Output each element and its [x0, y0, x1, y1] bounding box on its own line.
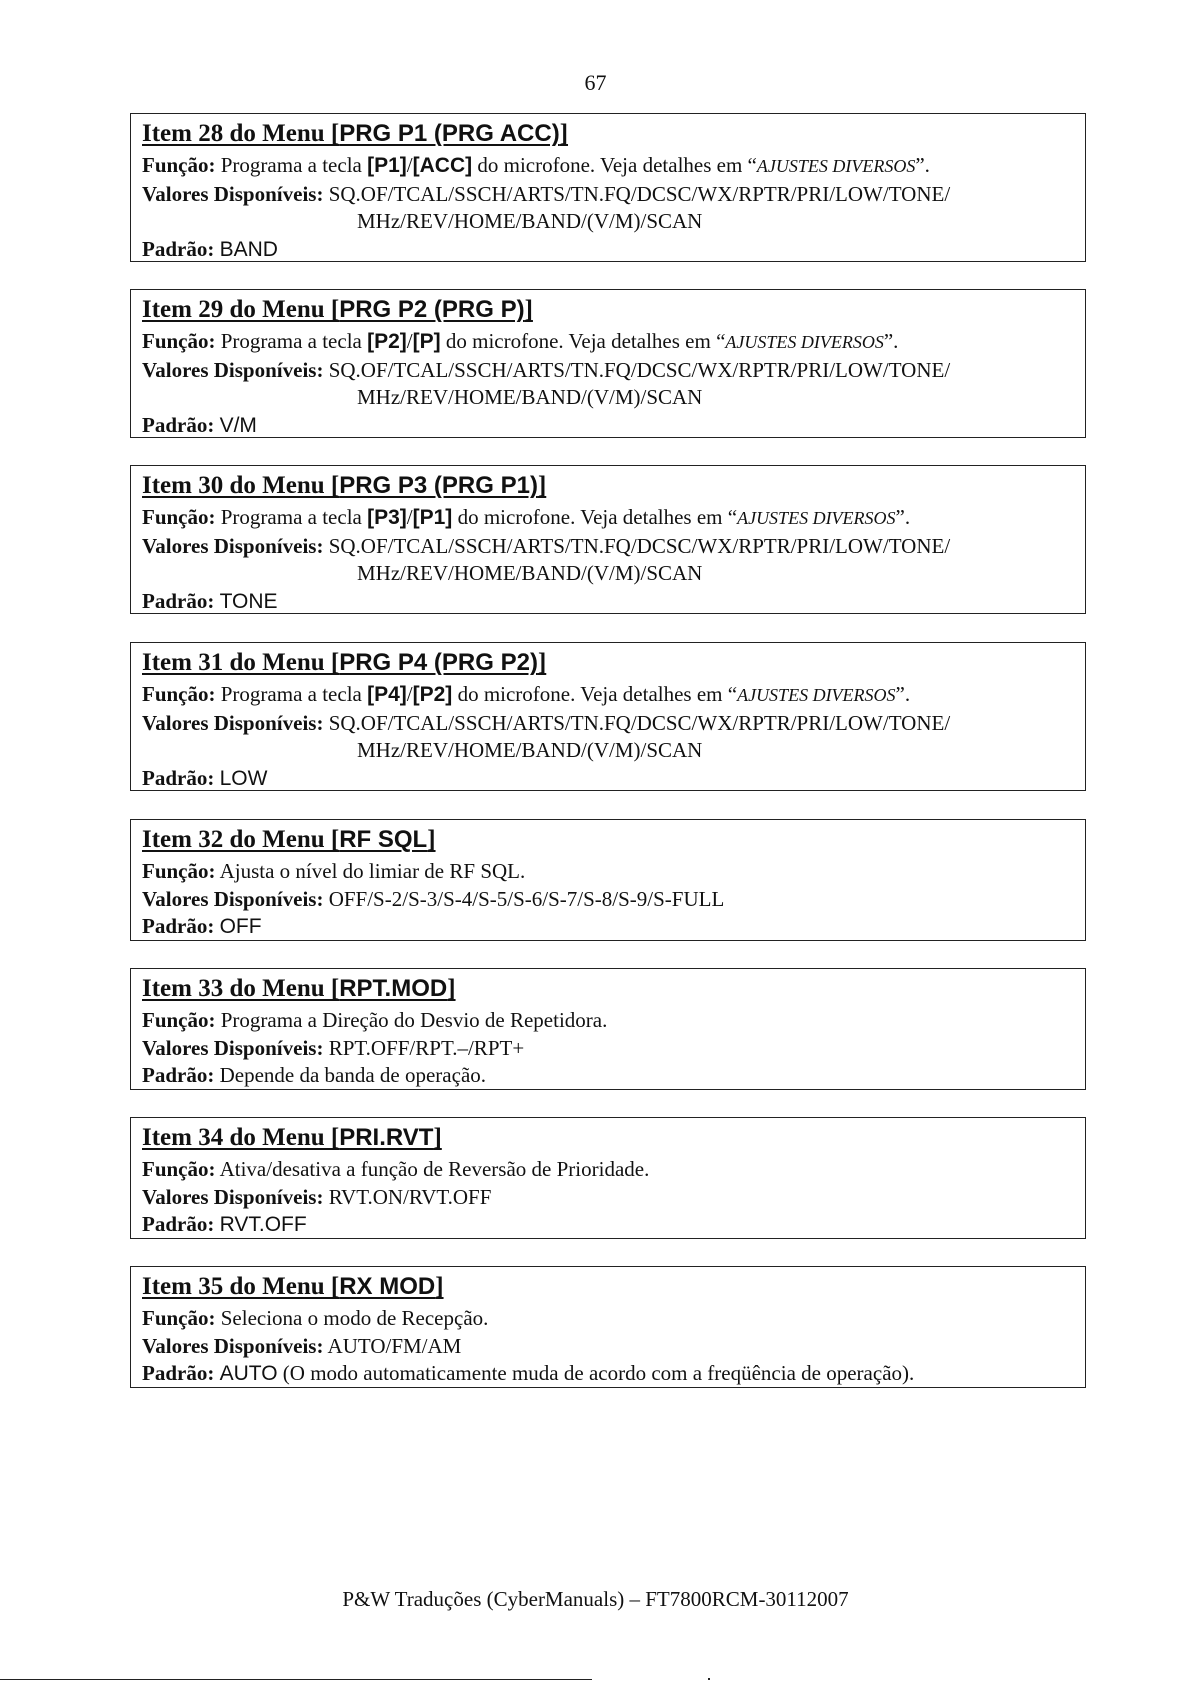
valores-value-continued: MHz/REV/HOME/BAND/(V/M)/SCAN — [357, 738, 703, 762]
page-footer: P&W Traduções (CyberManuals) – FT7800RCM-30112007 — [342, 1587, 849, 1611]
item-heading-prefix: Item 29 do Menu [ — [142, 296, 340, 323]
funcao-label: Função: — [142, 1157, 216, 1181]
menu-item-box — [130, 113, 1086, 262]
funcao-text: Programa a tecla — [215, 682, 368, 706]
padrao-line — [142, 765, 1085, 793]
funcao-label: Função: — [142, 153, 216, 177]
valores-line — [142, 181, 1085, 209]
funcao-line — [142, 504, 1085, 533]
item-heading-prefix: Item 32 do Menu [ — [142, 826, 340, 853]
padrao-label: Padrão: — [142, 1063, 215, 1087]
funcao-text: Programa a tecla — [215, 505, 368, 529]
padrao-line — [142, 1062, 1085, 1090]
key-a: [P3] — [367, 506, 407, 529]
key-separator: / — [406, 505, 413, 529]
item-heading-prefix: Item 34 do Menu [ — [142, 1124, 340, 1151]
padrao-label: Padrão: — [142, 1212, 215, 1236]
item-heading-key: PRI.RVT — [339, 1124, 434, 1151]
key-a: [P4] — [367, 683, 407, 706]
item-heading-prefix: Item 30 do Menu [ — [142, 472, 340, 499]
valores-value: SQ.OF/TCAL/SSCH/ARTS/TN.FQ/DCSC/WX/RPTR/PRI/LOW/TONE/ — [323, 357, 951, 382]
padrao-value: OFF — [219, 915, 262, 938]
funcao-label: Função: — [142, 329, 216, 353]
item-heading-prefix: Item 28 do Menu [ — [142, 120, 340, 147]
reference-text: AJUSTES DIVERSOS — [725, 332, 884, 352]
padrao-value: LOW — [219, 766, 268, 790]
funcao-text: Ajusta o nível do limiar de RF SQL. — [215, 859, 526, 883]
item-heading — [142, 973, 1085, 1007]
padrao-line — [142, 236, 1085, 264]
item-heading-suffix: ] — [537, 649, 547, 676]
item-heading — [142, 647, 1085, 681]
reference-close: ”. — [883, 329, 899, 353]
item-heading-key: RF SQL — [339, 826, 428, 853]
funcao-line — [142, 152, 1085, 181]
item-heading-key: RX MOD — [339, 1273, 436, 1300]
valores-line — [142, 710, 1085, 738]
key-b: [ACC] — [412, 154, 473, 177]
item-heading — [142, 470, 1085, 504]
menu-item-box — [130, 1117, 1086, 1239]
padrao-value: BAND — [219, 237, 278, 261]
reference-close: ”. — [915, 153, 930, 177]
item-heading — [142, 1271, 1085, 1305]
valores-value: AUTO/FM/AM — [323, 1333, 462, 1358]
padrao-line — [142, 1360, 1085, 1388]
item-heading-prefix: Item 31 do Menu [ — [142, 649, 340, 676]
padrao-label: Padrão: — [142, 588, 215, 613]
padrao-label: Padrão: — [142, 1361, 215, 1385]
valores-value: OFF/S-2/S-3/S-4/S-5/S-6/S-7/S-8/S-9/S-FULL — [323, 886, 725, 911]
valores-label: Valores Disponíveis: — [142, 1184, 324, 1209]
item-heading-suffix: ] — [433, 1124, 442, 1151]
valores-value-continued: MHz/REV/HOME/BAND/(V/M)/SCAN — [357, 385, 703, 409]
funcao-label: Função: — [142, 1306, 216, 1330]
bottom-mark — [708, 1678, 710, 1680]
valores-value-continued: MHz/REV/HOME/BAND/(V/M)/SCAN — [357, 209, 703, 233]
menu-item-box — [130, 642, 1086, 791]
valores-label: Valores Disponíveis: — [142, 357, 324, 382]
funcao-label: Função: — [142, 505, 216, 529]
item-heading-suffix: ] — [537, 472, 547, 499]
item-heading-suffix: ] — [435, 1273, 444, 1300]
padrao-text: (O modo automaticamente muda de acordo com a freqüência de operação). — [277, 1361, 915, 1385]
key-separator: / — [406, 682, 413, 706]
item-heading-suffix: ] — [447, 975, 456, 1002]
valores-label: Valores Disponíveis: — [142, 181, 324, 206]
valores-line — [142, 1184, 1085, 1212]
bottom-divider — [0, 1679, 592, 1680]
item-heading-key: RPT.MOD — [339, 975, 448, 1002]
padrao-line — [142, 913, 1085, 941]
key-b: [P] — [412, 330, 441, 353]
item-heading-key: PRG P1 (PRG ACC) — [339, 120, 560, 147]
funcao-label: Função: — [142, 682, 216, 706]
funcao-text: Programa a tecla — [215, 153, 368, 177]
padrao-value: AUTO — [219, 1362, 278, 1385]
padrao-label: Padrão: — [142, 236, 215, 261]
item-heading-prefix: Item 33 do Menu [ — [142, 975, 340, 1002]
item-heading-suffix: ] — [427, 826, 436, 853]
padrao-label: Padrão: — [142, 765, 215, 790]
valores-label: Valores Disponíveis: — [142, 710, 324, 735]
reference-text: AJUSTES DIVERSOS — [737, 508, 896, 528]
funcao-after: do microfone. Veja detalhes em “ — [452, 505, 738, 529]
key-separator: / — [406, 329, 413, 353]
padrao-value: TONE — [219, 589, 278, 613]
valores-value: SQ.OF/TCAL/SSCH/ARTS/TN.FQ/DCSC/WX/RPTR/PRI/LOW/TONE/ — [323, 710, 951, 735]
valores-line — [142, 533, 1085, 561]
valores-line — [142, 1035, 1085, 1063]
valores-line-continued — [142, 384, 1085, 412]
valores-value: SQ.OF/TCAL/SSCH/ARTS/TN.FQ/DCSC/WX/RPTR/PRI/LOW/TONE/ — [323, 533, 951, 558]
reference-text: AJUSTES DIVERSOS — [737, 685, 896, 705]
valores-line-continued — [142, 208, 1085, 236]
funcao-after: do microfone. Veja detalhes em “ — [472, 153, 757, 177]
funcao-after: do microfone. Veja detalhes em “ — [440, 329, 726, 353]
item-heading — [142, 1122, 1085, 1156]
funcao-line — [142, 1156, 1085, 1184]
valores-label: Valores Disponíveis: — [142, 886, 324, 911]
funcao-text: Ativa/desativa a função de Reversão de Prioridade. — [215, 1157, 650, 1181]
valores-label: Valores Disponíveis: — [142, 1333, 324, 1358]
funcao-line — [142, 858, 1085, 886]
valores-value: RVT.ON/RVT.OFF — [323, 1184, 492, 1209]
reference-close: ”. — [895, 505, 911, 529]
item-heading-key: PRG P4 (PRG P2) — [339, 649, 538, 676]
padrao-label: Padrão: — [142, 412, 215, 437]
key-a: [P1] — [367, 154, 407, 177]
funcao-line — [142, 681, 1085, 710]
padrao-line — [142, 412, 1085, 440]
item-heading-key: PRG P2 (PRG P) — [339, 296, 525, 323]
valores-value: SQ.OF/TCAL/SSCH/ARTS/TN.FQ/DCSC/WX/RPTR/PRI/LOW/TONE/ — [323, 181, 951, 206]
page-number: 67 — [584, 70, 607, 95]
funcao-line — [142, 1007, 1085, 1035]
valores-label: Valores Disponíveis: — [142, 533, 324, 558]
reference-close: ”. — [895, 682, 911, 706]
funcao-after: do microfone. Veja detalhes em “ — [452, 682, 738, 706]
funcao-line — [142, 328, 1085, 357]
key-separator: / — [406, 153, 413, 177]
item-heading-suffix: ] — [524, 296, 533, 323]
item-heading-suffix: ] — [559, 120, 569, 147]
valores-value: RPT.OFF/RPT.–/RPT+ — [323, 1035, 525, 1060]
valores-line — [142, 1333, 1085, 1361]
key-a: [P2] — [367, 330, 407, 353]
valores-label: Valores Disponíveis: — [142, 1035, 324, 1060]
key-b: [P2] — [412, 683, 453, 706]
valores-line — [142, 357, 1085, 385]
padrao-value: RVT.OFF — [219, 1213, 307, 1236]
valores-line — [142, 886, 1085, 914]
valores-value-continued: MHz/REV/HOME/BAND/(V/M)/SCAN — [357, 561, 703, 585]
key-b: [P1] — [412, 506, 453, 529]
menu-item-box — [130, 1266, 1086, 1388]
funcao-label: Função: — [142, 859, 216, 883]
item-heading — [142, 294, 1085, 328]
padrao-value: V/M — [219, 413, 257, 437]
funcao-text: Seleciona o modo de Recepção. — [215, 1306, 489, 1330]
funcao-label: Função: — [142, 1008, 216, 1032]
padrao-label: Padrão: — [142, 914, 215, 938]
menu-item-box — [130, 968, 1086, 1090]
item-heading-prefix: Item 35 do Menu [ — [142, 1273, 340, 1300]
menu-item-box — [130, 465, 1086, 614]
item-heading-key: PRG P3 (PRG P1) — [339, 472, 538, 499]
padrao-line — [142, 1211, 1085, 1239]
funcao-line — [142, 1305, 1085, 1333]
menu-item-box — [130, 819, 1086, 941]
valores-line-continued — [142, 737, 1085, 765]
valores-line-continued — [142, 560, 1085, 588]
padrao-line — [142, 588, 1085, 616]
padrao-text: Depende da banda de operação. — [214, 1063, 487, 1087]
item-heading — [142, 824, 1085, 858]
funcao-text: Programa a Direção do Desvio de Repetidora. — [215, 1008, 608, 1032]
menu-item-box — [130, 289, 1086, 438]
item-heading — [142, 118, 1085, 152]
reference-text: AJUSTES DIVERSOS — [756, 156, 916, 176]
funcao-text: Programa a tecla — [215, 329, 368, 353]
